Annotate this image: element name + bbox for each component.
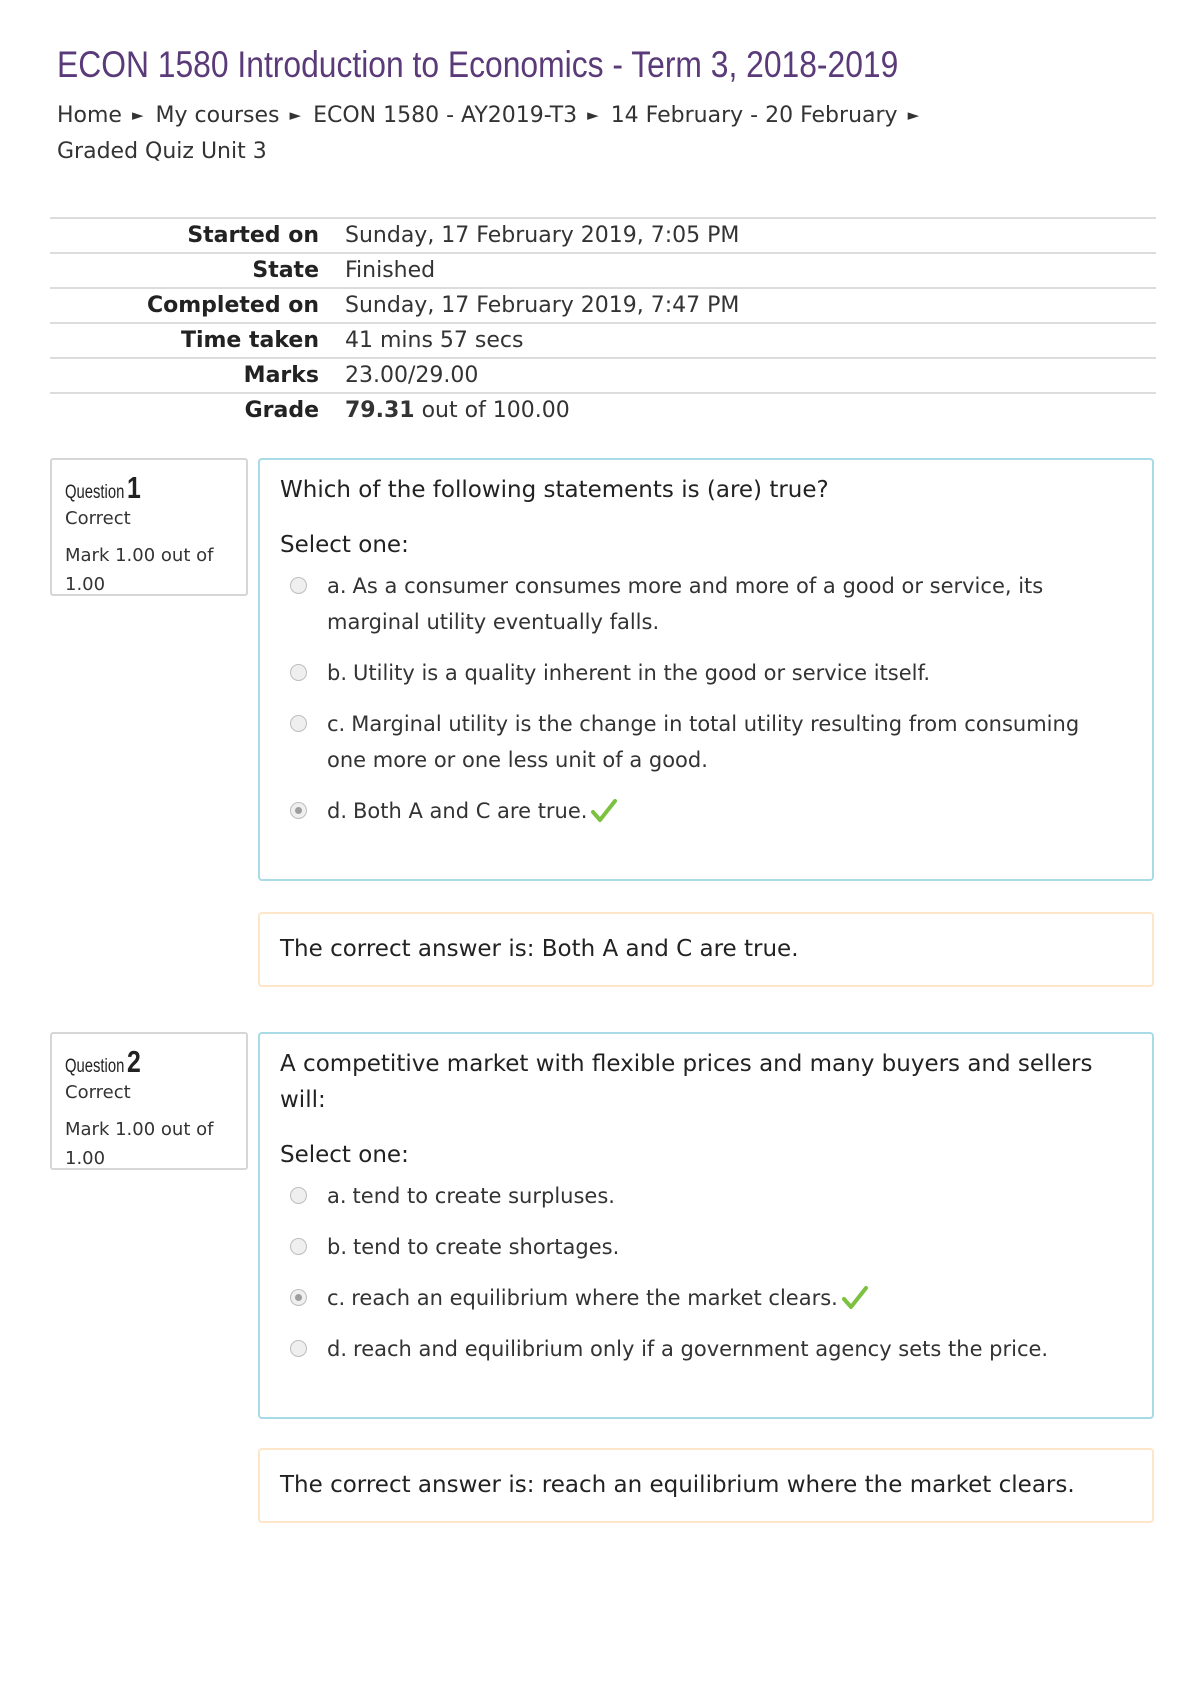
answer-option[interactable] xyxy=(280,1229,1132,1265)
radio-button-icon[interactable] xyxy=(290,664,307,681)
breadcrumb-week[interactable]: 14 February - 20 February xyxy=(610,103,898,128)
summary-row-time-taken xyxy=(50,323,1156,358)
question-info xyxy=(50,1032,248,1170)
option-letter: b. xyxy=(327,661,348,685)
option-text: tend to create surpluses. xyxy=(352,1184,615,1208)
question-number xyxy=(65,470,233,506)
answer-option[interactable] xyxy=(280,706,1132,778)
answer-option[interactable] xyxy=(280,1178,1132,1214)
question-text: Which of the following statements is (are) true? xyxy=(280,477,829,503)
radio-button-icon[interactable] xyxy=(290,1289,307,1306)
answer-options xyxy=(280,568,1132,829)
question-number xyxy=(65,1044,233,1080)
question-text: A competitive market with flexible prices and many buyers and sellers will: xyxy=(280,1051,1093,1113)
answer-option[interactable] xyxy=(280,655,1132,691)
summary-label: State xyxy=(50,253,345,288)
question-content xyxy=(258,1032,1154,1419)
option-letter: d. xyxy=(327,799,348,823)
radio-button-icon[interactable] xyxy=(290,1340,307,1357)
breadcrumb xyxy=(57,97,997,170)
select-prompt: Select one: xyxy=(280,1142,409,1168)
summary-value: Sunday, 17 February 2019, 7:05 PM xyxy=(345,218,1156,253)
option-text: Both A and C are true. xyxy=(353,799,588,823)
breadcrumb-separator-icon: ► xyxy=(289,106,302,124)
radio-button-icon[interactable] xyxy=(290,802,307,819)
option-text: Utility is a quality inherent in the good or service itself. xyxy=(353,661,931,685)
question-number-value: 1 xyxy=(127,470,141,505)
question-feedback: The correct answer is: Both A and C are true. xyxy=(258,912,1154,987)
option-letter: a. xyxy=(327,1184,347,1208)
breadcrumb-home[interactable]: Home xyxy=(57,103,122,128)
radio-button-icon[interactable] xyxy=(290,1187,307,1204)
summary-label: Started on xyxy=(50,218,345,253)
summary-row-grade xyxy=(50,393,1156,427)
select-prompt: Select one: xyxy=(280,532,409,558)
question-word: Question xyxy=(65,1056,125,1077)
question-content xyxy=(258,458,1154,881)
option-letter: a. xyxy=(327,574,347,598)
radio-button-icon[interactable] xyxy=(290,1238,307,1255)
summary-value xyxy=(345,393,1156,427)
breadcrumb-separator-icon: ► xyxy=(587,106,599,124)
summary-row-completed-on xyxy=(50,288,1156,323)
radio-button-icon[interactable] xyxy=(290,715,307,732)
question-feedback: The correct answer is: reach an equilibrium where the market clears. xyxy=(258,1448,1154,1523)
quiz-summary-table xyxy=(50,217,1156,427)
breadcrumb-my-courses[interactable]: My courses xyxy=(155,103,280,128)
summary-label: Grade xyxy=(50,393,345,427)
question-state: Correct xyxy=(65,1082,131,1103)
check-icon xyxy=(591,798,617,824)
answer-option-selected[interactable] xyxy=(280,793,1132,829)
summary-value: Sunday, 17 February 2019, 7:47 PM xyxy=(345,288,1156,323)
option-letter: b. xyxy=(327,1235,348,1259)
summary-label: Time taken xyxy=(50,323,345,358)
question-grade: Mark 1.00 out of 1.00 xyxy=(65,545,214,595)
page-title: ECON 1580 Introduction to Economics - Term 3, 2018-2019 xyxy=(57,44,899,85)
summary-label: Marks xyxy=(50,358,345,393)
question-word: Question xyxy=(65,482,125,503)
summary-row-state xyxy=(50,253,1156,288)
breadcrumb-separator-icon: ► xyxy=(131,106,144,124)
radio-button-icon[interactable] xyxy=(290,577,307,594)
summary-label: Completed on xyxy=(50,288,345,323)
option-text: Marginal utility is the change in total utility resulting from consuming one more or one less unit of a good. xyxy=(327,712,1080,772)
breadcrumb-quiz[interactable]: Graded Quiz Unit 3 xyxy=(57,139,267,164)
option-text: reach and equilibrium only if a government agency sets the price. xyxy=(353,1337,1049,1361)
option-letter: d. xyxy=(327,1337,348,1361)
question-grade: Mark 1.00 out of 1.00 xyxy=(65,1119,214,1169)
summary-value: Finished xyxy=(345,253,1156,288)
question-info xyxy=(50,458,248,596)
question-number-value: 2 xyxy=(127,1044,141,1079)
summary-row-started-on xyxy=(50,218,1156,253)
summary-value: 23.00/29.00 xyxy=(345,358,1156,393)
option-text: tend to create shortages. xyxy=(353,1235,620,1259)
grade-score: 79.31 xyxy=(345,398,415,423)
answer-option-selected[interactable] xyxy=(280,1280,1132,1316)
question-state: Correct xyxy=(65,508,131,529)
grade-out-of: out of 100.00 xyxy=(414,398,570,423)
summary-value: 41 mins 57 secs xyxy=(345,323,1156,358)
answer-option[interactable] xyxy=(280,1331,1132,1367)
option-letter: c. xyxy=(327,712,346,736)
summary-row-marks xyxy=(50,358,1156,393)
answer-options xyxy=(280,1178,1132,1367)
option-text: As a consumer consumes more and more of a good or service, its marginal utility eventually falls. xyxy=(327,574,1044,634)
breadcrumb-separator-icon: ► xyxy=(907,106,920,124)
breadcrumb-course[interactable]: ECON 1580 - AY2019-T3 xyxy=(313,103,578,128)
check-icon xyxy=(842,1285,868,1311)
answer-option[interactable] xyxy=(280,568,1132,640)
option-letter: c. xyxy=(327,1286,346,1310)
option-text: reach an equilibrium where the market clears. xyxy=(351,1286,838,1310)
